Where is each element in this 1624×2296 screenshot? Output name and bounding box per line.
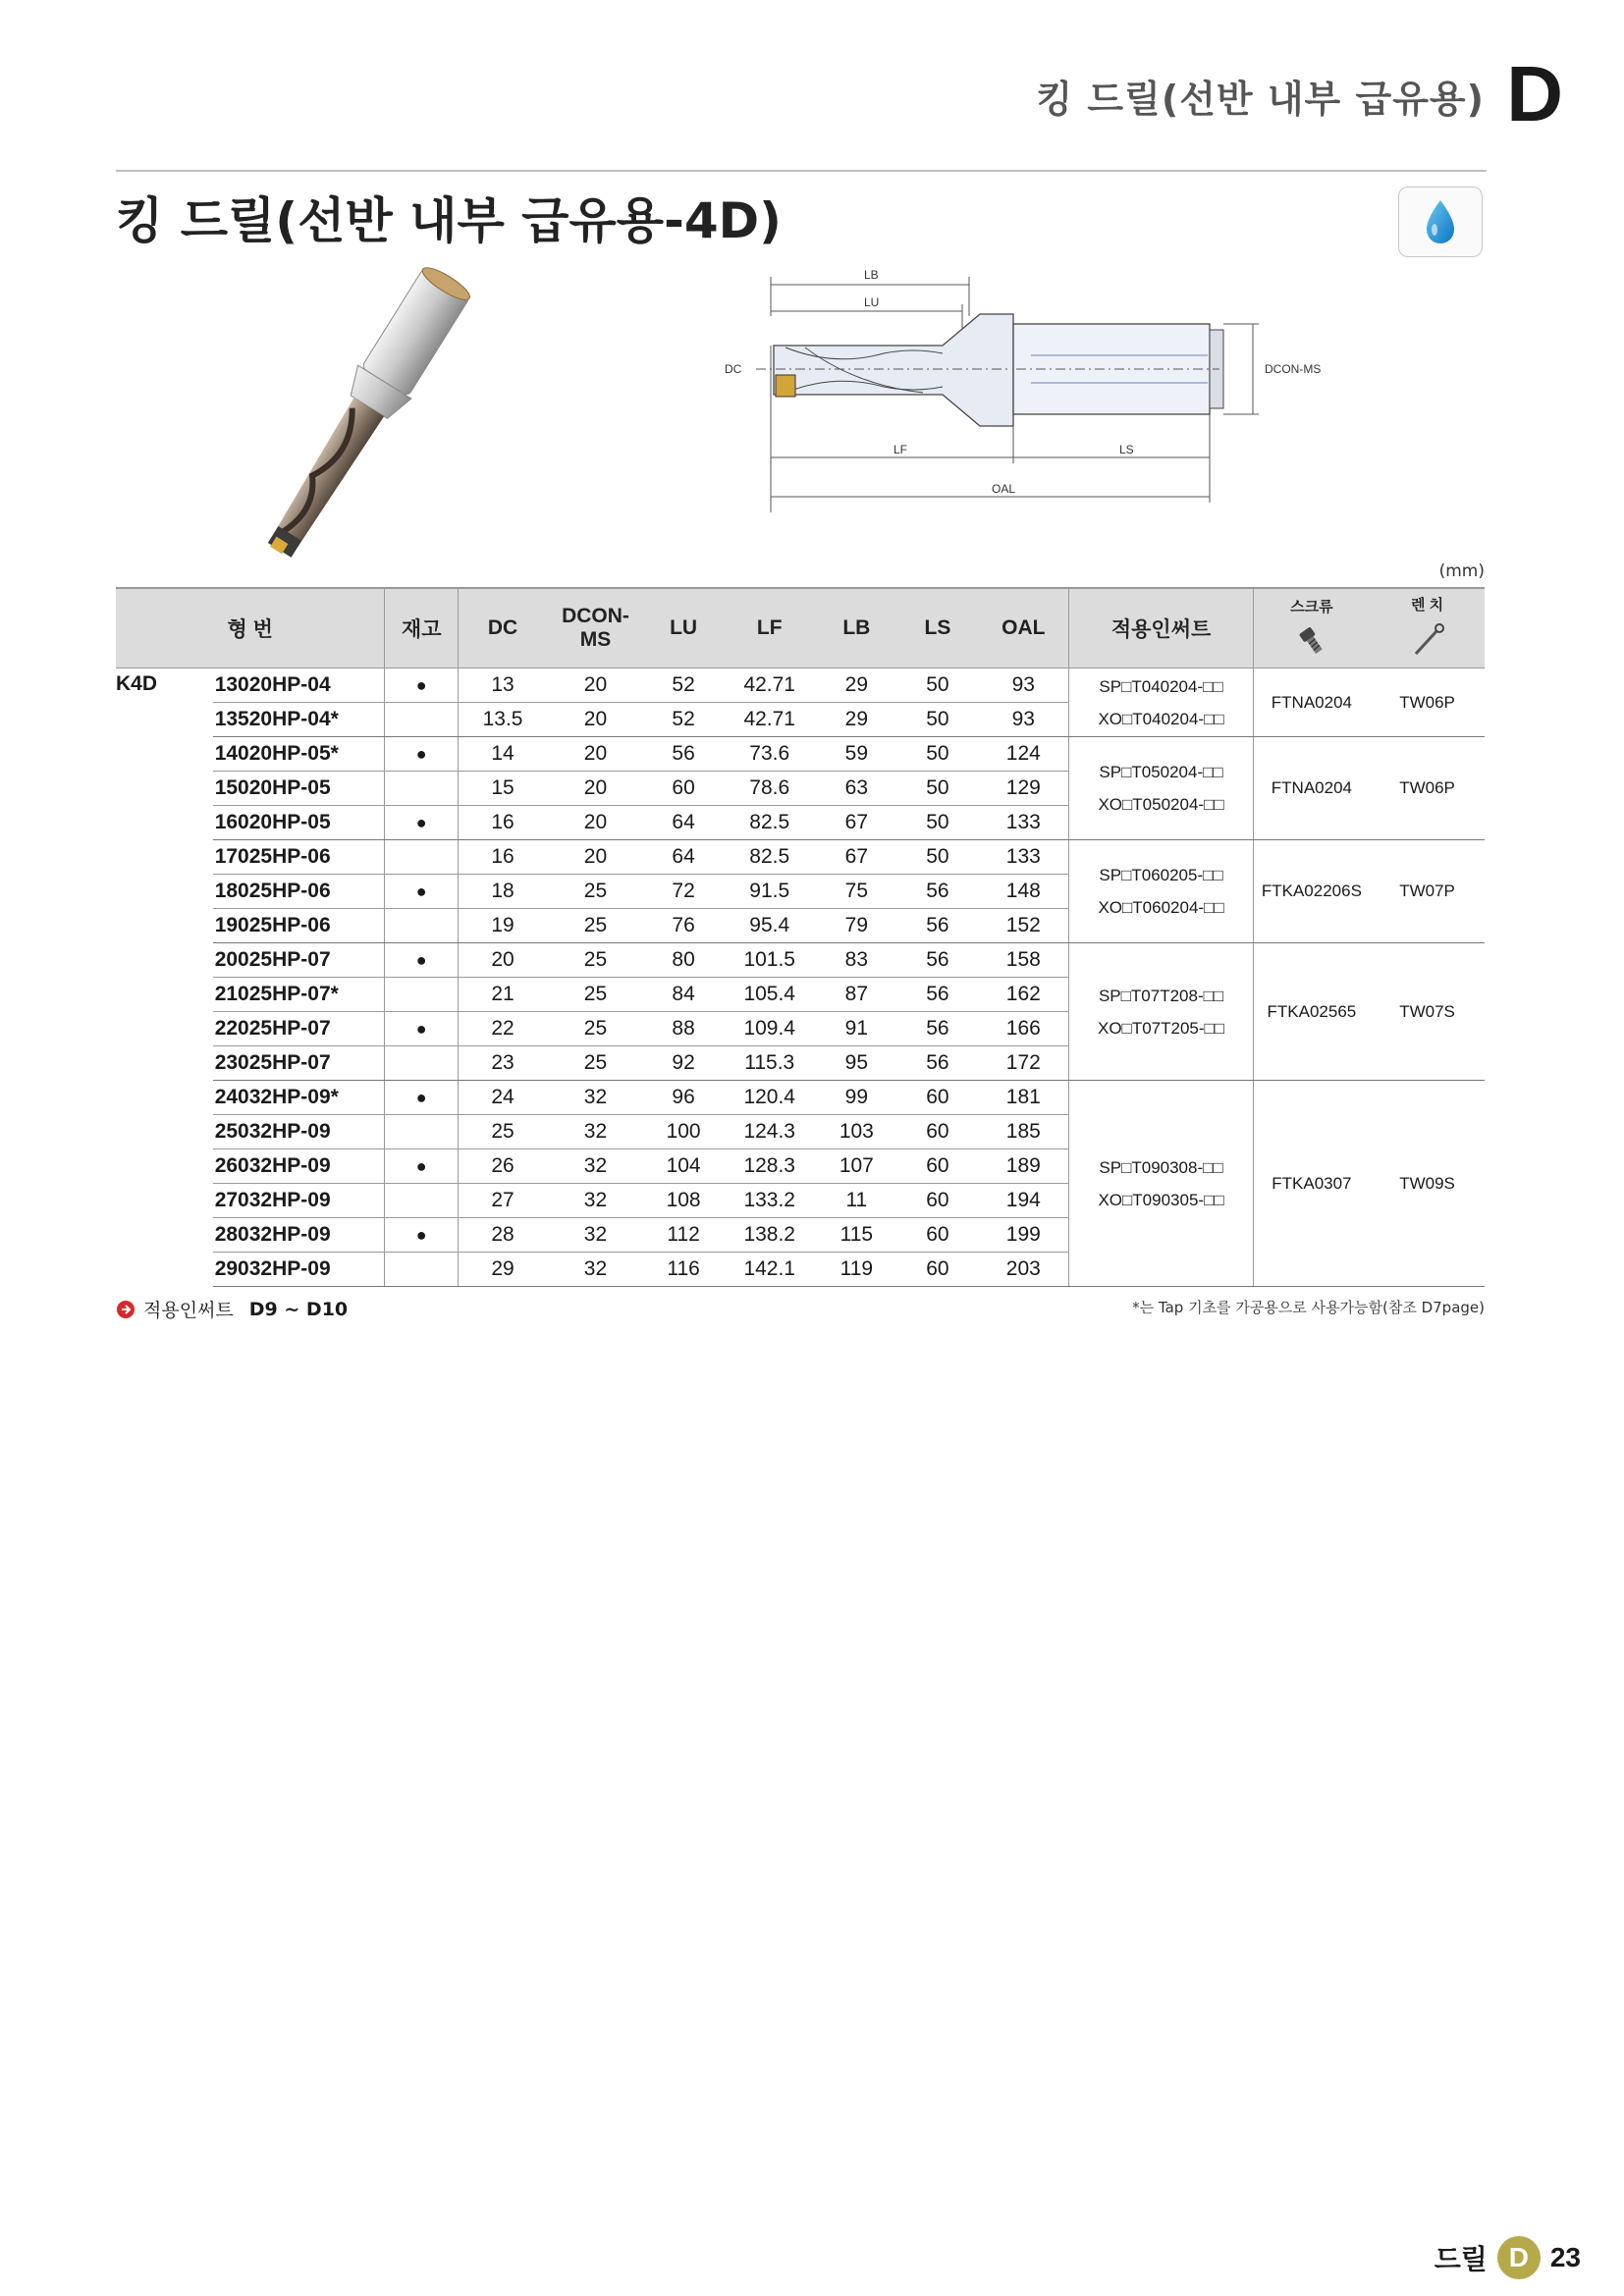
lf-cell: 109.4 <box>723 1012 816 1046</box>
lf-cell: 128.3 <box>723 1149 816 1184</box>
dc-cell: 16 <box>458 806 547 840</box>
lf-cell: 120.4 <box>723 1081 816 1115</box>
lb-cell: 107 <box>816 1149 897 1184</box>
ls-cell: 60 <box>897 1253 979 1287</box>
wrench-cell: TW07S <box>1370 943 1485 1081</box>
oal-cell: 152 <box>978 909 1069 943</box>
dcon-cell: 20 <box>547 737 644 772</box>
insert-xo: XO□T060204-□□ <box>1098 898 1224 917</box>
col-dc: DC <box>458 588 547 668</box>
lu-cell: 92 <box>644 1046 724 1081</box>
dcon-cell: 20 <box>547 840 644 875</box>
col-screw-label: 스크류 <box>1290 598 1333 615</box>
drill-dimension-diagram <box>717 257 1345 512</box>
lb-cell: 11 <box>816 1184 897 1218</box>
stock-cell: ● <box>385 737 459 772</box>
lb-cell: 79 <box>816 909 897 943</box>
col-ls: LS <box>897 588 979 668</box>
oal-cell: 93 <box>978 703 1069 737</box>
dcon-cell: 25 <box>547 978 644 1012</box>
ls-cell: 50 <box>897 668 979 703</box>
coolant-badge <box>1398 187 1483 257</box>
page-title: 킹 드릴(선반 내부 급유용-4D) <box>116 192 782 249</box>
circle-arrow-icon <box>116 1300 135 1319</box>
screw-icon <box>1295 624 1328 658</box>
col-wrench-label: 렌 치 <box>1410 596 1444 614</box>
screw-cell: FTKA02565 <box>1253 943 1370 1081</box>
dcon-cell: 20 <box>547 806 644 840</box>
dcon-cell: 32 <box>547 1115 644 1149</box>
dcon-cell: 20 <box>547 703 644 737</box>
stock-cell <box>385 1253 459 1287</box>
stock-cell: ● <box>385 875 459 909</box>
stock-cell: ● <box>385 1149 459 1184</box>
dim-label-ls: LS <box>1119 443 1134 456</box>
dc-cell: 28 <box>458 1218 547 1253</box>
model-cell: 29032HP-09 <box>213 1253 385 1287</box>
stock-cell <box>385 909 459 943</box>
dc-cell: 19 <box>458 909 547 943</box>
lu-cell: 84 <box>644 978 724 1012</box>
lu-cell: 116 <box>644 1253 724 1287</box>
insert-sp: SP□T090308-□□ <box>1099 1157 1223 1177</box>
ls-cell: 60 <box>897 1184 979 1218</box>
stock-cell: ● <box>385 1012 459 1046</box>
spec-table <box>116 587 1485 1287</box>
section-title: 킹 드릴(선반 내부 급유용) <box>1036 78 1485 121</box>
table-row <box>116 1081 1485 1115</box>
lu-cell: 104 <box>644 1149 724 1184</box>
dim-label-lu: LU <box>864 295 880 309</box>
stock-cell <box>385 1184 459 1218</box>
dcon-cell: 20 <box>547 668 644 703</box>
screw-cell: FTKA02206S <box>1253 840 1370 943</box>
dc-cell: 16 <box>458 840 547 875</box>
col-dcon: DCON-MS <box>547 588 644 668</box>
insert-xo: XO□T07T205-□□ <box>1098 1018 1225 1038</box>
lb-cell: 91 <box>816 1012 897 1046</box>
lu-cell: 88 <box>644 1012 724 1046</box>
screw-cell: FTNA0204 <box>1253 737 1370 840</box>
col-screw <box>1253 588 1370 668</box>
oal-cell: 133 <box>978 806 1069 840</box>
oal-cell: 148 <box>978 875 1069 909</box>
screw-cell: FTKA0307 <box>1253 1081 1370 1287</box>
stock-cell <box>385 840 459 875</box>
dc-cell: 14 <box>458 737 547 772</box>
water-drop-icon <box>1423 198 1458 245</box>
screw-cell: FTNA0204 <box>1253 668 1370 737</box>
stock-cell <box>385 703 459 737</box>
model-cell: 13520HP-04* <box>213 703 385 737</box>
lb-cell: 29 <box>816 668 897 703</box>
wrench-cell: TW06P <box>1370 737 1485 840</box>
ls-cell: 56 <box>897 875 979 909</box>
footer-section-word: 드릴 <box>1434 2243 1488 2275</box>
oal-cell: 194 <box>978 1184 1069 1218</box>
insert-ref-label: 적용인써트 <box>143 1300 234 1321</box>
lb-cell: 87 <box>816 978 897 1012</box>
col-lu: LU <box>644 588 724 668</box>
dc-cell: 25 <box>458 1115 547 1149</box>
dc-cell: 15 <box>458 772 547 806</box>
lf-cell: 142.1 <box>723 1253 816 1287</box>
dcon-cell: 20 <box>547 772 644 806</box>
insert-xo: XO□T050204-□□ <box>1098 795 1224 814</box>
model-cell: 23025HP-07 <box>213 1046 385 1081</box>
dcon-cell: 32 <box>547 1149 644 1184</box>
model-cell: 28032HP-09 <box>213 1218 385 1253</box>
col-lb: LB <box>816 588 897 668</box>
stock-cell: ● <box>385 1081 459 1115</box>
oal-cell: 158 <box>978 943 1069 978</box>
series-label: K4D <box>116 672 158 695</box>
model-cell: 14020HP-05* <box>213 737 385 772</box>
model-cell: 18025HP-06 <box>213 875 385 909</box>
page-footer <box>1435 2236 1581 2279</box>
table-row <box>116 668 1485 703</box>
lu-cell: 52 <box>644 703 724 737</box>
insert-xo: XO□T090305-□□ <box>1098 1190 1224 1209</box>
lf-cell: 78.6 <box>723 772 816 806</box>
col-model: 형 번 <box>116 588 385 668</box>
dcon-cell: 25 <box>547 1012 644 1046</box>
insert-sp: SP□T050204-□□ <box>1099 763 1223 781</box>
dc-cell: 18 <box>458 875 547 909</box>
oal-cell: 93 <box>978 668 1069 703</box>
model-cell: 22025HP-07 <box>213 1012 385 1046</box>
model-cell: 15020HP-05 <box>213 772 385 806</box>
lu-cell: 112 <box>644 1218 724 1253</box>
model-cell: 17025HP-06 <box>213 840 385 875</box>
tap-note: *는 Tap 기초를 가공용으로 사용가능함(참조 D7page) <box>1132 1299 1485 1316</box>
model-cell: 13020HP-04 <box>213 668 385 703</box>
oal-cell: 166 <box>978 1012 1069 1046</box>
dim-label-lf: LF <box>893 443 908 456</box>
lb-cell: 75 <box>816 875 897 909</box>
insert-cell <box>1069 668 1253 737</box>
lb-cell: 119 <box>816 1253 897 1287</box>
lf-cell: 138.2 <box>723 1218 816 1253</box>
lb-cell: 67 <box>816 840 897 875</box>
insert-cell <box>1069 943 1253 1081</box>
dc-cell: 29 <box>458 1253 547 1287</box>
col-oal: OAL <box>978 588 1069 668</box>
ls-cell: 56 <box>897 1046 979 1081</box>
insert-sp: SP□T07T208-□□ <box>1098 986 1224 1005</box>
lb-cell: 63 <box>816 772 897 806</box>
ls-cell: 60 <box>897 1081 979 1115</box>
oal-cell: 133 <box>978 840 1069 875</box>
ls-cell: 50 <box>897 703 979 737</box>
dcon-cell: 32 <box>547 1218 644 1253</box>
lb-cell: 95 <box>816 1046 897 1081</box>
lf-cell: 42.71 <box>723 703 816 737</box>
lf-cell: 73.6 <box>723 737 816 772</box>
lb-cell: 59 <box>816 737 897 772</box>
dc-cell: 24 <box>458 1081 547 1115</box>
dc-cell: 20 <box>458 943 547 978</box>
model-cell: 21025HP-07* <box>213 978 385 1012</box>
insert-ref-pages: D9 ~ D10 <box>248 1298 349 1320</box>
dcon-cell: 32 <box>547 1081 644 1115</box>
insert-cell <box>1069 1081 1253 1287</box>
wrench-cell: TW09S <box>1370 1081 1485 1287</box>
lf-cell: 133.2 <box>723 1184 816 1218</box>
lb-cell: 67 <box>816 806 897 840</box>
stock-cell <box>385 1046 459 1081</box>
oal-cell: 181 <box>978 1081 1069 1115</box>
dc-cell: 21 <box>458 978 547 1012</box>
lb-cell: 103 <box>816 1115 897 1149</box>
dcon-cell: 25 <box>547 1046 644 1081</box>
lf-cell: 95.4 <box>723 909 816 943</box>
lu-cell: 96 <box>644 1081 724 1115</box>
stock-cell: ● <box>385 1218 459 1253</box>
table-row <box>116 737 1485 772</box>
dim-label-dc: DC <box>725 362 742 376</box>
stock-cell <box>385 978 459 1012</box>
lb-cell: 99 <box>816 1081 897 1115</box>
insert-xo: XO□T040204-□□ <box>1098 709 1224 728</box>
model-cell: 19025HP-06 <box>213 909 385 943</box>
ls-cell: 60 <box>897 1115 979 1149</box>
stock-cell: ● <box>385 943 459 978</box>
page-number: 23 <box>1549 2242 1581 2272</box>
lu-cell: 64 <box>644 840 724 875</box>
lf-cell: 82.5 <box>723 840 816 875</box>
model-cell: 24032HP-09* <box>213 1081 385 1115</box>
oal-cell: 162 <box>978 978 1069 1012</box>
lf-cell: 91.5 <box>723 875 816 909</box>
lu-cell: 100 <box>644 1115 724 1149</box>
stock-cell <box>385 772 459 806</box>
oal-cell: 185 <box>978 1115 1069 1149</box>
wrench-cell: TW07P <box>1370 840 1485 943</box>
lu-cell: 60 <box>644 772 724 806</box>
wrench-icon <box>1408 620 1447 660</box>
ls-cell: 56 <box>897 943 979 978</box>
insert-sp: SP□T060205-□□ <box>1099 866 1223 884</box>
lu-cell: 56 <box>644 737 724 772</box>
dim-label-oal: OAL <box>992 482 1016 496</box>
stock-cell: ● <box>385 668 459 703</box>
lf-cell: 101.5 <box>723 943 816 978</box>
lu-cell: 52 <box>644 668 724 703</box>
oal-cell: 129 <box>978 772 1069 806</box>
lu-cell: 80 <box>644 943 724 978</box>
header-divider <box>116 170 1487 172</box>
model-cell: 20025HP-07 <box>213 943 385 978</box>
lb-cell: 29 <box>816 703 897 737</box>
dc-cell: 26 <box>458 1149 547 1184</box>
ls-cell: 60 <box>897 1218 979 1253</box>
table-row <box>116 840 1485 875</box>
dc-cell: 13 <box>458 668 547 703</box>
wrench-cell: TW06P <box>1370 668 1485 737</box>
model-cell: 26032HP-09 <box>213 1149 385 1184</box>
dim-label-dcon: DCON-MS <box>1265 362 1322 376</box>
oal-cell: 124 <box>978 737 1069 772</box>
insert-cell <box>1069 737 1253 840</box>
dcon-cell: 25 <box>547 875 644 909</box>
oal-cell: 199 <box>978 1218 1069 1253</box>
lf-cell: 115.3 <box>723 1046 816 1081</box>
lf-cell: 105.4 <box>723 978 816 1012</box>
dc-cell: 22 <box>458 1012 547 1046</box>
ls-cell: 50 <box>897 840 979 875</box>
oal-cell: 172 <box>978 1046 1069 1081</box>
model-cell: 16020HP-05 <box>213 806 385 840</box>
oal-cell: 189 <box>978 1149 1069 1184</box>
ls-cell: 50 <box>897 772 979 806</box>
model-cell: 27032HP-09 <box>213 1184 385 1218</box>
dim-label-lb: LB <box>864 268 879 282</box>
lf-cell: 82.5 <box>723 806 816 840</box>
ls-cell: 56 <box>897 978 979 1012</box>
stock-cell: ● <box>385 806 459 840</box>
insert-reference <box>116 1296 348 1322</box>
ls-cell: 60 <box>897 1149 979 1184</box>
col-wrench <box>1370 588 1485 668</box>
lb-cell: 83 <box>816 943 897 978</box>
insert-cell <box>1069 840 1253 943</box>
unit-label: (mm) <box>1438 561 1485 581</box>
lf-cell: 42.71 <box>723 668 816 703</box>
dc-cell: 23 <box>458 1046 547 1081</box>
lu-cell: 108 <box>644 1184 724 1218</box>
table-row <box>116 943 1485 978</box>
dcon-cell: 25 <box>547 909 644 943</box>
ls-cell: 50 <box>897 806 979 840</box>
dc-cell: 13.5 <box>458 703 547 737</box>
dcon-cell: 25 <box>547 943 644 978</box>
lu-cell: 76 <box>644 909 724 943</box>
dcon-cell: 32 <box>547 1184 644 1218</box>
lu-cell: 72 <box>644 875 724 909</box>
stock-cell <box>385 1115 459 1149</box>
dcon-cell: 32 <box>547 1253 644 1287</box>
col-insert: 적용인써트 <box>1069 588 1253 668</box>
col-lf: LF <box>723 588 816 668</box>
oal-cell: 203 <box>978 1253 1069 1287</box>
lf-cell: 124.3 <box>723 1115 816 1149</box>
section-letter: D <box>1506 50 1563 137</box>
col-stock: 재고 <box>385 588 459 668</box>
model-cell: 25032HP-09 <box>213 1115 385 1149</box>
insert-sp: SP□T040204-□□ <box>1099 676 1223 696</box>
lb-cell: 115 <box>816 1218 897 1253</box>
ls-cell: 56 <box>897 1012 979 1046</box>
lu-cell: 64 <box>644 806 724 840</box>
drill-product-photo <box>147 257 520 571</box>
ls-cell: 50 <box>897 737 979 772</box>
dc-cell: 27 <box>458 1184 547 1218</box>
footer-section-badge: D <box>1497 2236 1541 2279</box>
ls-cell: 56 <box>897 909 979 943</box>
